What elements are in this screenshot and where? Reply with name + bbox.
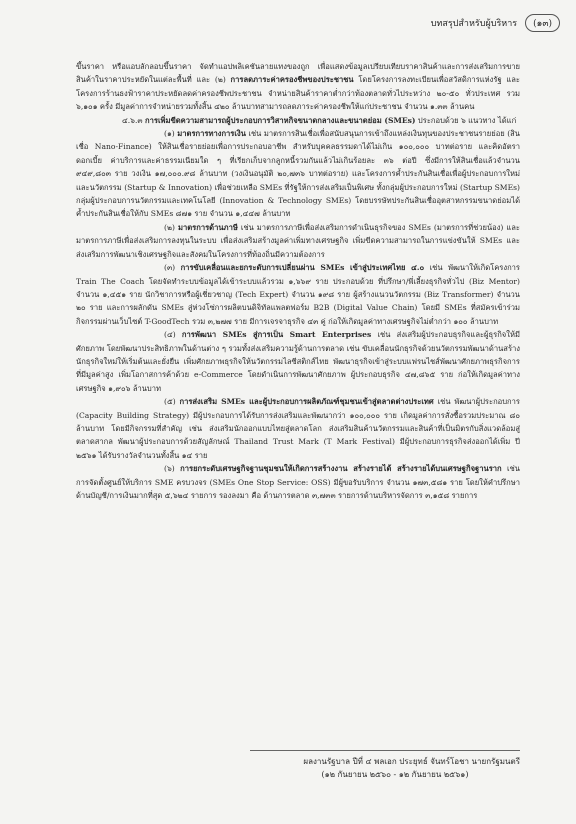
bold-phrase: การเพิ่มขีดความสามารถผู้ประกอบการวิสาหกิจขนาดกลางและขนาดย่อม (SMEs) [145,115,416,125]
page-number: (๑๓) [525,14,560,32]
text-run: ขึ้นราคา หรือแอบลักลอบขึ้นราคา จัดทำแอปพลิเคชันลายแทงของถูก เพื่อแสดงข้อมูลเปรียบเทียบราคาสินค้าและการส่งเสริมการขายสินค้าในราคาประหยัดในแต่ละพื้นที่ และ (๒) [76,62,520,85]
text-run: เช่น ส่งเสริมผู้ประกอบธุรกิจและผู้ธุรกิจให้มีศักยภาพ โดยพัฒนาประสิทธิภาพในด้านต่าง ๆ รวมทั้งส่งเสริมความรู้ด้านการตลาด เช่น ขับเคลื่อนนักธุรกิจด้วยนวัตกรรมพัฒนาด้านสร้างนักธุรกิจใหม่ให้เริ่มต้นและยั่งยืน เพิ่มศักยภาพธุรกิจให้นวัตกรรมไลซีสติกส์ไทย พัฒนาธุรกิจเข้าสู่ระบบแฟรนไชส์พัฒนาศักยภาพธุรกิจการที่มีมูลค่าสูง เพิ่มโอกาสการค้าด้วย e-Commerce โดยดำเนินการพัฒนาศักยภาพ ผู้ประกอบธุรกิจ ๔๗,๘๖๕ ราย ก่อให้เกิดมูลค่าทางเศรษฐกิจ ๑,๙๐๖ ล้านบาท [76,330,520,393]
text-run: เช่น มาตรการภาษีเพื่อส่งเสริมการดำเนินธุรกิจของ SMEs (มาตรการที่ช่วยน้อง) และมาตรการภาษีเพื่อส่งเสริมการลงทุนในระบบ เพื่อส่งเสริมสร้างมูลค่าเพิ่มทางเศรษฐกิจ เพิ่มขีดความสามารถในการแข่งขันให้ SMEs และส่งเสริมการพัฒนาเชิงเศรษฐกิจและสังคมในโครงการที่ท้องถิ่นมีความต้องการ [76,222,520,259]
footer-line-2: (๑๒ กันยายน ๒๕๖๐ - ๑๒ กันยายน ๒๕๖๑) [321,770,469,779]
text-run: ๔.๖.๓ [122,115,146,125]
text-run: (๖) [164,464,181,474]
text-run: ประกอบด้วย ๖ แนวทาง ได้แก่ [415,115,517,125]
paragraph-p5 [76,261,520,328]
bold-phrase: การลดภาระค่าครองชีพของประชาชน [230,75,354,85]
paragraph-p8 [76,462,520,502]
text-run: โดยโครงการลงทะเบียนเพื่อสวัสดิการแห่งรัฐ และโครงการร้านธงฟ้าราคาประหยัดลดค่าครองชีพประชาชน จำหน่ายสินค้าราคาต่ำกว่าท้องตลาดทั่วไประหว่าง ๒๐-๕๐ ทั่วประเทศ รวม ๖,๑๐๑ ครั้ง มีมูลค่าการจำหน่ายรวมทั้งสิ้น ๔๒๐ ล้านบาทสามารถลดภาระค่าครองชีพให้แก่ประชาชน จำนวน ๑.๓๓ ล้านคน [76,75,521,112]
paragraph-p7 [76,395,520,462]
body-text [76,60,520,502]
bold-phrase: การพัฒนา SMEs สู่การเป็น Smart Enterprises [181,330,372,340]
bold-phrase: การยกระดับเศรษฐกิจฐานชุมชนให้เกิดการสร้างงาน สร้างรายได้ สร้างรายได้บนเศรษฐกิจฐานราก [180,464,502,474]
text-run: (๒) [164,222,178,232]
bold-phrase: การขับเคลื่อนและยกระดับการเปลี่ยนผ่าน SMEs เข้าสู่ประเทศไทย ๔.๐ [180,263,425,273]
text-run: เช่น มาตรการสินเชื่อเพื่อสนับสนุนการเข้าถึงแหล่งเงินทุนของประชาชนรายย่อย (สินเชื่อ Nano-Finance) ให้สินเชื่อรายย่อยเพื่อการประกอบอาชีพ สำหรับบุคคลธรรมดาได้ไม่เกิน ๑๐๐,๐๐๐ บาทต่อราย และคิดอัตราดอกเบี้ย ค่าบริการและค่าธรรมเนียมใด ๆ ที่เรียกเก็บจากลูกหนี้รวมกันแล้วไม่เกินร้อยละ ๓๖ ต่อปี ซึ่งมีการให้สินเชื่อแล้วจำนวน ๙๔๙,๘๐๓ ราย วงเงิน ๑๗,๐๐๐.๙๘ ล้านบาท (วงเงินอนุมัติ ๒๐,๗๓๖ บาทต่อราย) และโครงการค้ำประกันสินเชื่อเพื่อผู้ประกอบการใหม่และนวัตกรรม (Startup & Innovation) เพื่อช่วยเหลือ SMEs ที่รัฐให้การส่งเสริมเป็นพิเศษ ทั้งกลุ่มผู้ประกอบการใหม่ (Startup SMEs) กลุ่มผู้ประกอบการนวัตกรรมและเทคโนโลยี (Innovation & Technology SMEs) โดยบรรษัทประกันสินเชื่ออุตสาหกรรมขนาดย่อมได้ค้ำประกันสินเชื่อให้กับ SMEs ๘๗๑ ราย จำนวน ๑,๔๔๗ ล้านบาท [76,129,520,219]
header-title: บทสรุปสำหรับผู้บริหาร [430,19,518,29]
paragraph-p6 [76,328,520,395]
text-run: (๔) [164,330,182,340]
page-footer [250,750,520,781]
paragraph-p2 [76,114,520,127]
bold-phrase: การส่งเสริม SMEs และผู้ประกอบการผลิตภัณฑ์ชุมชนเข้าสู่ตลาดต่างประเทศ [179,397,434,407]
paragraph-p3 [76,127,520,221]
bold-phrase: มาตรการด้านภาษี [177,222,238,232]
paragraph-p4 [76,221,520,261]
text-run: (๑) [164,129,178,139]
paragraph-p1 [76,60,520,114]
text-run: เช่น พัฒนาให้เกิดโครงการ Train The Coach โดยจัดทำระบบข้อมูลได้เข้าระบบแล้วรวม ๑,๖๖๙ ราย ประกอบด้วย ที่ปรึกษา/พี่เลี้ยงธุรกิจทั่วไป (Biz Mentor) จำนวน ๑,๔๕๑ ราย นักวิชาการหรือผู้เชี่ยวชาญ (Tech Expert) จำนวน ๑๙๘ ราย ผู้สร้างแนวนวัตกรรม (Biz Transformer) จำนวน ๒๐ ราย และการผลักดัน SMEs สู่ห่วงโซ่การผลิตบนดิจิทัลแพลตฟอร์ม B2B (Digital Value Chain) โดยมี SMEs ที่สมัครเข้าร่วมกิจกรรมผ่านเว็บไซต์ T-GoodTech รวม ๓,๒๗๗ ราย มีการเจรจาธุรกิจ ๔๓ คู่ ก่อให้เกิดมูลค่าทางเศรษฐกิจไม่ต่ำกว่า ๑๐๐ ล้านบาท [76,263,521,326]
text-run: (๕) [164,397,180,407]
page-header [431,14,560,32]
footer-line-1: ผลงานรัฐบาล ปีที่ ๔ พลเอก ประยุทธ์ จันทร์โอชา นายกรัฐมนตรี [303,757,520,766]
bold-phrase: มาตรการทางการเงิน [177,129,246,139]
text-run: เช่น การจัดตั้งศูนย์ให้บริการ SME ครบวงจร (SMEs One Stop Service: OSS) มีผู้ขอรับบริการ จำนวน ๑๗๓,๕๘๑ ราย โดยให้คำปรึกษาด้านบัญชี/การเงินมากที่สุด ๕,๖๒๔ รายการ รองลงมา คือ ด้านการตลาด ๓,๗๓๓ รายการด้านบริหารจัดการ ๓,๑๕๘ รายการ [76,464,520,500]
text-run: เช่น พัฒนาผู้ประกอบการ (Capacity Building Strategy) มีผู้ประกอบการได้รับการส่งเสริมและพัฒนากว่า ๑๐๐,๐๐๐ ราย เกิดมูลค่าการสั่งซื้อรวมประมาณ ๘๐ ล้านบาท โดยมีกิจกรรมที่สำคัญ เช่น ส่งเสริมนักออกแบบไทยสู่ตลาดโลก ส่งเสริมสินค้านวัตกรรมและสินค้าที่เป็นมิตรกับสิ่งแวดล้อมสู่ตลาดสากล พัฒนาผู้ประกอบการด้วยสัญลักษณ์ Thailand Trust Mark (T Mark Festival) มีผู้ประกอบการธุรกิจส่งออกได้เพิ่ม ปี ๒๕๖๑ ได้รับรางวัลจำนวนทั้งสิ้น ๑๔ ราย [76,397,520,460]
text-run: (๓) [164,263,181,273]
